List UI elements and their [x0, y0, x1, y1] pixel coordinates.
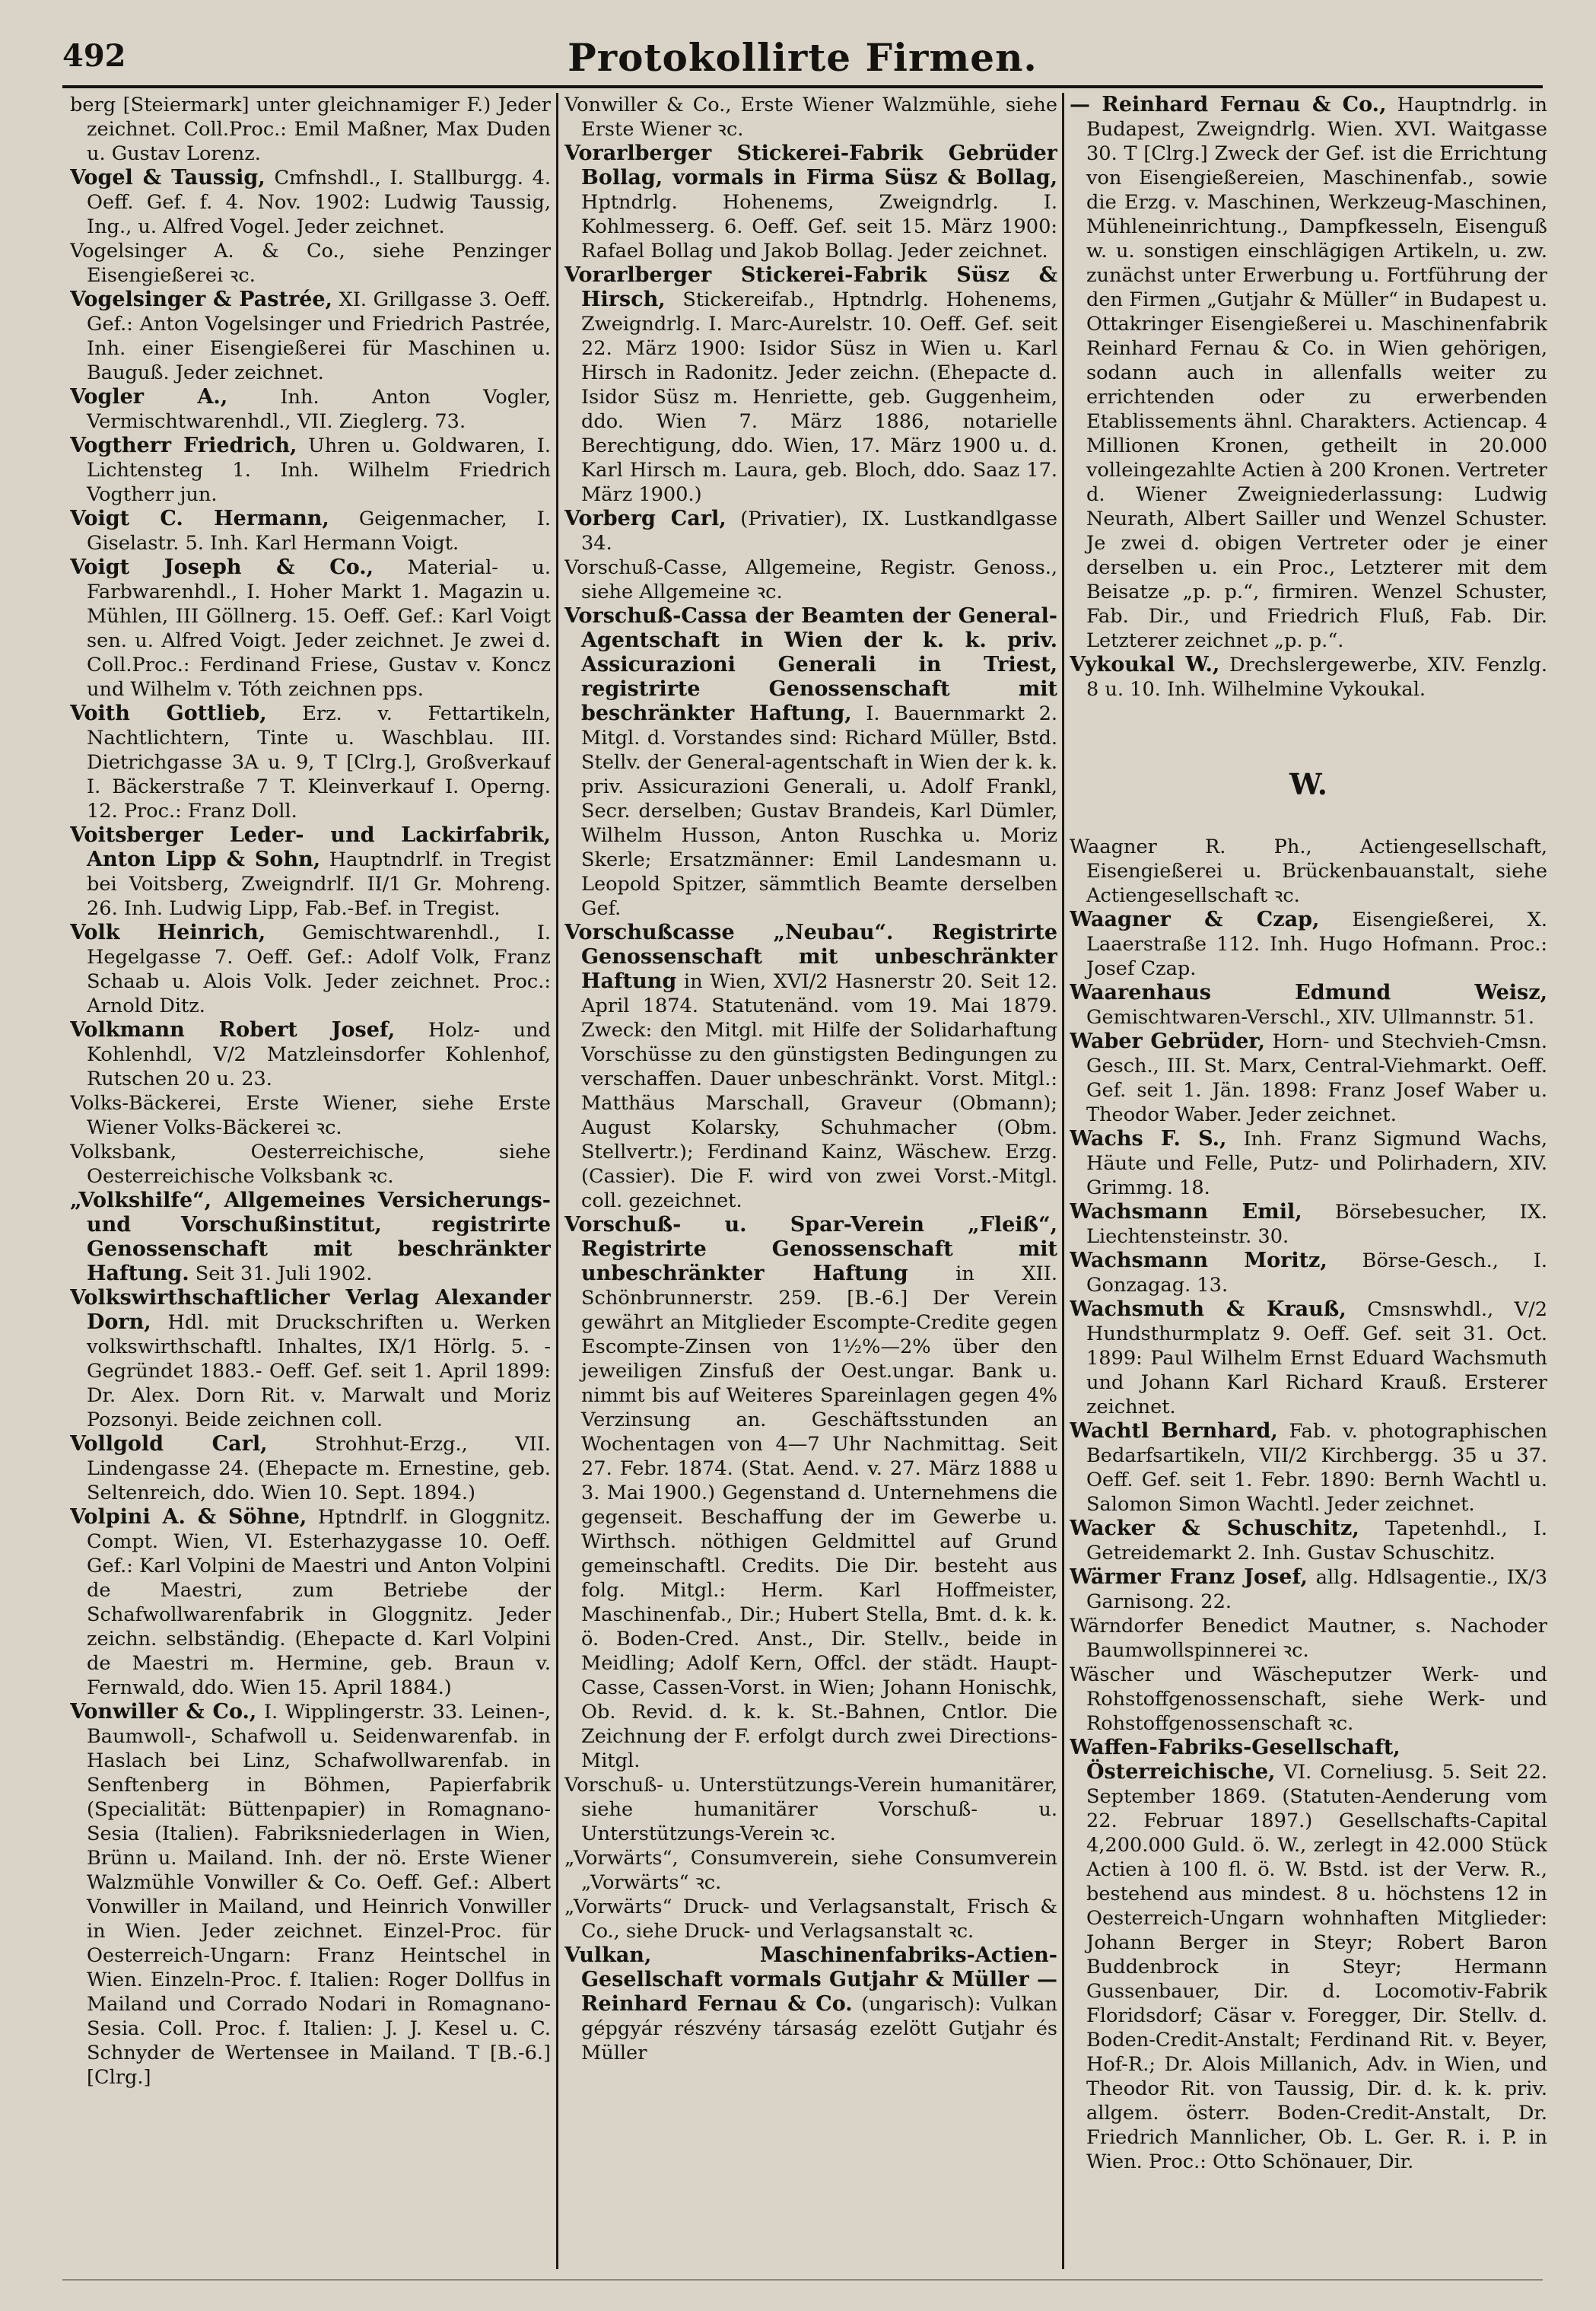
column-3 — [1070, 93, 1547, 2277]
entry-text: Börse-Gesch., I. Gonzagag. 13. — [1086, 1249, 1547, 1297]
entry-text: Hptndrlg. Hohenems, Zweigndrlg. I. Kohlmesserg. 6. Oeff. Gef. seit 15. März 1900: Rafael Bollag und Jakob Bollag. Jeder zeichnet. — [581, 191, 1057, 263]
entry-text: Wärndorfer Benedict Mautner, s. Nachoder Baumwollspinnerei ꝛc. — [1070, 1615, 1547, 1662]
directory-entry — [564, 921, 1057, 1213]
entry-firm-name: Voitsberger Leder- und Lackirfabrik, Anton Lipp & Sohn, — [70, 823, 551, 871]
column-3-bottom — [1070, 835, 1547, 2174]
entry-text: Börsebesucher, IX. Liechtensteinstr. 30. — [1086, 1201, 1547, 1248]
header-rule — [62, 85, 1543, 88]
entry-text: Seit 31. Juli 1902. — [189, 1262, 373, 1285]
page-header — [62, 29, 1543, 82]
directory-entry — [1070, 1030, 1547, 1127]
entry-text: Fab. v. photographischen Bedarfsartikeln, VII/2 Kirchbergg. 35 u 37. Oeff. Gef. seit 1. Febr. 1890: Bernh Wachtl u. Salomon Simon Wachtl. Jeder zeichnet. — [1086, 1420, 1547, 1516]
entry-firm-name: Voigt C. Hermann, — [70, 507, 329, 530]
column-separator — [1062, 93, 1064, 2269]
entry-firm-name: Wachs F. S., — [1070, 1127, 1227, 1151]
entry-text: Horn- und Stechvieh-Cmsn. Gesch., III. St. Marx, Central-Viehmarkt. Oeff. Gef. seit 1. Jän. 1898: Franz Josef Waber u. Theodor Waber. Jeder zeichnet. — [1086, 1030, 1547, 1126]
directory-entry — [70, 1286, 551, 1432]
directory-entry — [1070, 93, 1547, 653]
entry-text: Gemischtwarenhdl., I. Hegelgasse 7. Oeff. Gef.: Adolf Volk, Franz Schaab u. Alois Volk. Jeder zeichnet. Proc.: Arnold Ditz. — [87, 922, 551, 1017]
directory-entry — [564, 93, 1057, 142]
directory-entry — [1070, 1565, 1547, 1614]
entry-firm-name: Vogtherr Friedrich, — [70, 434, 297, 457]
directory-entry — [70, 434, 551, 507]
entry-text: Vogelsinger A. & Co., siehe Penzinger Eisengießerei ꝛc. — [70, 240, 551, 287]
entry-firm-name: Vorberg Carl, — [564, 507, 726, 530]
entry-text: VI. Corneliusg. 5. Seit 22. September 1869. (Statuten-Aenderung vom 22. Februar 1897.) Gesellschafts-Capital 4,200.000 Guld. ö. W., zerlegt in 42.000 Stück Actien à 100 fl. ö. W. Bstd. ist der Verw. R., bestehend aus mindest. 8 u. höchstens 12 in Oesterreich-Ungarn wohnhaften Mitglieder: Johann Berger in Steyr; Robert Baron Buddenbrock in Steyr; Hermann Gussenbauer, Dir. d. Locomotiv-Fabrik Floridsdorf; Cäsar v. Foregger, Dir. Stellv. d. Boden-Credit-Anstalt; Ferdinand Rit. v. Beyer, Hof-R.; Dr. Alois Millanich, Adv. in Wien, und Theodor Rit. von Taussig, Dir. d. k. k. priv. allgem. österr. Boden-Credit-Anstalt, Dr. Friedrich Mannlicher, Ob. L. Ger. R. i. P. in Wien. Proc.: Otto Schönauer, Dir. — [1086, 1761, 1547, 2173]
directory-entry — [1070, 653, 1547, 702]
entry-text: Hauptndrlg. in Budapest, Zweigndrlg. Wien. XVI. Waitgasse 30. T [Clrg.] Zweck der Gef. ist die Errichtung von Eisengießereien, Maschinenfab., sowie die Erzg. v. Maschinen, Werkzeug-Maschinen, Mühleneinrichtung., Dampfkesseln, Eisenguß w. u. sonstigen einschlägigen Artikeln, u. zw. zunächst unter Erwerbung u. Fortführung der den Firmen „Gutjahr & Müller“ in Budapest u. Ottakringer Eisengießerei u. Maschinenfabrik Reinhard Fernau & Co. in Wien gehörigen, sodann auch in allenfalls weiter zu errichtenden oder zu erwerbenden Etablissements ähnl. Charakters. Actiencap. 4 Millionen Kronen, getheilt in 20.000 volleingezahlte Actien à 200 Kronen. Vertreter d. Wiener Zweigniederlassung: Ludwig Neurath, Albert Sailler und Wenzel Schuster. Je zwei d. obigen Vertreter oder je einer derselben u. ein Proc., Letzterer mit dem Beisatze „p. p.“, firmiren. Wenzel Schuster, Fab. Dir., und Friedrich Fluß, Fab. Dir. Letzterer zeichnet „p. p.“. — [1086, 94, 1547, 652]
entry-firm-name: Waarenhaus Edmund Weisz, — [1070, 981, 1547, 1004]
entry-text: Holz- und Kohlenhdl, V/2 Matzleinsdorfer Kohlenhof, Rutschen 20 u. 23. — [87, 1019, 551, 1090]
entry-firm-name: Wachsmuth & Krauß, — [1070, 1297, 1346, 1321]
entry-text: XI. Grillgasse 3. Oeff. Gef.: Anton Vogelsinger und Friedrich Pastrée, Inh. einer Eisengießerei für Maschinen u. Bauguß. Jeder zeichnet. — [87, 288, 551, 384]
entry-text: Hptndrlf. in Gloggnitz. Compt. Wien, VI. Esterhazygasse 10. Oeff. Gef.: Karl Volpini de Maestri und Anton Volpini de Maestri, zum Betriebe der Schafwollwarenfabrik in Gloggnitz. Jeder zeichn. selbständig. (Ehepacte d. Karl Volpini de Maestri m. Hermine, geb. Braun v. Fernwald, ddo. Wien 15. April 1884.) — [87, 1506, 551, 1699]
page-number: 492 — [62, 38, 126, 74]
entry-firm-name: Wachsmann Moritz, — [1070, 1249, 1327, 1272]
page-title: Protokollirte Firmen. — [568, 35, 1038, 80]
entry-firm-name: Voith Gottlieb, — [70, 702, 267, 725]
entry-firm-name: „Volkshilfe“, Allgemeines Versicherungs- und Vorschußinstitut, registrirte Genossenschaft mit beschränkter Haftung. — [70, 1189, 551, 1285]
directory-entry — [70, 702, 551, 823]
directory-entry — [564, 604, 1057, 921]
entry-firm-name: Volkswirthschaftlicher Verlag Alexander Dorn, — [70, 1286, 551, 1334]
directory-entry — [70, 385, 551, 434]
entry-text: Hdl. mit Druckschriften u. Werken volkswirthschaftl. Inhaltes, IX/1 Hörlg. 5. -Gegründet 1883.- Oeff. Gef. seit 1. April 1899: Dr. Alex. Dorn Rit. v. Marwalt und Moriz Pozsonyi. Beide zeichnen coll. — [87, 1311, 551, 1431]
entry-firm-name: Vogler A., — [70, 385, 228, 409]
entry-firm-name: Wärmer Franz Josef, — [1070, 1565, 1308, 1589]
directory-entry — [1070, 1663, 1547, 1736]
entry-firm-name: Vonwiller & Co., — [70, 1700, 257, 1724]
entry-text: Strohhut-Erzg., VII. Lindengasse 24. (Ehepacte m. Ernestine, geb. Seltenreich, ddo. Wien 10. Sept. 1894.) — [87, 1433, 551, 1504]
directory-entry — [70, 823, 551, 921]
entry-text: Waagner R. Ph., Actiengesellschaft, Eisengießerei u. Brückenbauanstalt, siehe Actiengesellschaft ꝛc. — [1070, 836, 1547, 907]
entry-firm-name: Vogel & Taussig, — [70, 166, 265, 189]
directory-entry — [70, 239, 551, 288]
entry-firm-name: Voigt Joseph & Co., — [70, 555, 374, 579]
entry-firm-name: Vykoukal W., — [1070, 653, 1220, 676]
entry-text: I. Bauernmarkt 2. Mitgl. d. Vorstandes sind: Richard Müller, Bstd. Stellv. der General-agentschaft in Wien der k. k. priv. Assicurazioni Generali, u. Adolf Frankl, Secr. derselben; Gustav Brandeis, Karl Dümler, Wilhelm Husson, Anton Ruschka u. Moriz Skerle; Ersatzmänner: Emil Landesmann u. Leopold Spitzer, sämmtlich Beamte derselben Gef. — [581, 702, 1057, 920]
column-separator — [556, 93, 558, 2269]
directory-entry — [70, 166, 551, 239]
directory-entry — [564, 263, 1057, 507]
entry-firm-name: Vorschuß-Cassa der Beamten der General-Agentschaft in Wien der k. k. priv. Assicurazioni Generali in Triest, registrirte Genossenschaft mit beschränkter Haftung, — [564, 604, 1057, 725]
entry-text: Eisengießerei, X. Laaerstraße 112. Inh. Hugo Hofmann. Proc.: Josef Czap. — [1086, 909, 1547, 980]
entry-text: Vorschuß-Casse, Allgemeine, Registr. Genoss., siehe Allgemeine ꝛc. — [564, 556, 1057, 603]
directory-entry — [70, 93, 551, 166]
entry-firm-name: Wacker & Schuschitz, — [1070, 1517, 1359, 1540]
directory-entry — [1070, 1297, 1547, 1419]
entry-text: Drechslergewerbe, XIV. Fenzlg. 8 u. 10. Inh. Wilhelmine Vykoukal. — [1086, 654, 1547, 701]
directory-entry — [70, 555, 551, 702]
entry-text: in XII. Schönbrunnerstr. 259. [B.-6.] Der Verein gewährt an Mitglieder Escompte-Credite gegen Escompte-Zinsen von 1½%—2% über den jeweiligen Zinsfuß der Oest.ungar. Bank u. nimmt bis auf Weiteres Spareinlagen gegen 4% Verzinsung an. Geschäftsstunden an Wochentagen von 4—7 Uhr Nachmittag. Seit 27. Febr. 1874. (Stat. Aend. v. 27. März 1888 u 3. Mai 1900.) Gegenstand d. Unternehmens die gegenseit. Beschaffung der im Gewerbe u. Wirthsch. nöthigen Geldmittel auf Grund gemeinschaftl. Credits. Die Dir. besteht aus folg. Mitgl.: Herm. Karl Hoffmeister, Maschinenfab., Dir.; Hubert Stella, Bmt. d. k. k. ö. Boden-Cred. Anst., Dir. Stellv., beide in Meidling; Adolf Kern, Offcl. der städt. Haupt-Casse, Cassen-Vorst. in Wien; Johann Honischk, Ob. Revid. d. k. k. St.-Bahnen, Cntlor. Die Zeichnung der F. erfolgt durch zwei Directions-Mitgl. — [581, 1262, 1057, 1772]
entry-text: Inh. Franz Sigmund Wachs, Häute und Felle, Putz- und Polirhadern, XIV. Grimmg. 18. — [1086, 1128, 1547, 1199]
directory-entry — [564, 1895, 1057, 1943]
column-3-top — [1070, 93, 1547, 702]
entry-firm-name: Vorschußcasse „Neubau“. Registrirte Genossenschaft mit unbeschränkter Haftung — [564, 921, 1057, 993]
directory-entry — [70, 1700, 551, 2090]
directory-entry — [70, 1432, 551, 1505]
directory-entry — [1070, 835, 1547, 908]
directory-entry — [70, 288, 551, 385]
directory-entry — [70, 507, 551, 555]
entry-text: Inh. Anton Vogler, Vermischtwarenhdl., VII. Zieglerg. 73. — [87, 386, 551, 433]
directory-entry — [1070, 1200, 1547, 1249]
entry-firm-name: — Reinhard Fernau & Co., — [1070, 93, 1387, 116]
entry-firm-name: Volkmann Robert Josef, — [70, 1018, 396, 1042]
entry-text: Hauptndrlf. in Tregist bei Voitsberg, Zweigndrlf. II/1 Gr. Mohreng. 26. Inh. Ludwig Lipp, Fab.-Bef. in Tregist. — [87, 848, 551, 920]
directory-entry — [1070, 1127, 1547, 1200]
entry-text: Gemischtwaren-Verschl., XIV. Ullmannstr. 51. — [1086, 1006, 1535, 1029]
column-1 — [70, 93, 551, 2277]
entry-text: Vorschuß- u. Unterstützungs-Verein humanitärer, siehe humanitärer Vorschuß- u. Unterstützungs-Verein ꝛc. — [564, 1774, 1057, 1845]
entry-firm-name: Waagner & Czap, — [1070, 908, 1320, 931]
entry-text: Vonwiller & Co., Erste Wiener Walzmühle, siehe Erste Wiener ꝛc. — [564, 94, 1057, 141]
entry-firm-name: Waffen-Fabriks-Gesellschaft, Österreichische, — [1070, 1736, 1400, 1784]
entry-firm-name: Vollgold Carl, — [70, 1432, 268, 1456]
entry-firm-name: Vogelsinger & Pastrée, — [70, 288, 332, 311]
entry-text: Cmsnswhdl., V/2 Hundsthurmplatz 9. Oeff. Gef. seit 31. Oct. 1899: Paul Wilhelm Ernst Eduard Wachsmuth und Johann Karl Richard Krauß. Ersterer zeichnet. — [1086, 1298, 1547, 1418]
directory-entry — [564, 1213, 1057, 1773]
entry-text: in Wien, XVI/2 Hasnerstr 20. Seit 12. April 1874. Statutenänd. vom 19. Mai 1879. Zweck: den Mitgl. mit Hilfe der Solidarhaftung Vorschüsse zu den günstigsten Bedingungen zu verschaffen. Dauer unbeschränkt. Vorst. Mitgl.: Matthäus Marschall, Graveur (Obmann); August Kolarsky, Schuhmacher (Obm. Stellvertr.); Ferdinand Kainz, Wäschew. Erzg. (Cassier). Die F. wird von zwei Vorst.-Mitgl. coll. gezeichnet. — [581, 970, 1057, 1212]
directory-entry — [1070, 981, 1547, 1030]
entry-text: Cmfnshdl., I. Stallburgg. 4. Oeff. Gef. f. 4. Nov. 1902: Ludwig Taussig, Ing., u. Alfred Vogel. Jeder zeichnet. — [87, 167, 551, 238]
directory-entry — [1070, 1736, 1547, 2174]
directory-entry — [564, 555, 1057, 604]
entry-text: Material- u. Farbwarenhdl., I. Hoher Markt 1. Magazin u. Mühlen, III Göllnerg. 15. Oeff. Gef.: Karl Voigt sen. u. Alfred Voigt. Jeder zeichnet. Je zwei d. Coll.Proc.: Ferdinand Friese, Gustav v. Koncz und Wilhelm v. Tóth zeichnen pps. — [87, 556, 551, 701]
entry-firm-name: Vorschuß- u. Spar-Verein „Fleiß“, Registrirte Genossenschaft mit unbeschränkter Haftung — [564, 1213, 1057, 1285]
directory-entry — [564, 1846, 1057, 1895]
entry-firm-name: Vorarlberger Stickerei-Fabrik Süsz & Hirsch, — [564, 263, 1057, 311]
entry-firm-name: Volk Heinrich, — [70, 921, 266, 944]
entry-text: allg. Hdlsagentie., IX/3 Garnisong. 22. — [1086, 1566, 1547, 1613]
bottom-rule — [62, 2279, 1543, 2281]
entry-text: Volks-Bäckerei, Erste Wiener, siehe Erste Wiener Volks-Bäckerei ꝛc. — [70, 1092, 551, 1139]
entry-text: Erz. v. Fettartikeln, Nachtlichtern, Tinte u. Waschblau. III. Dietrichgasse 3A u. 9, T [Clrg.], Großverkauf I. Bäckerstraße 7 T. Kleinverkauf I. Operng. 12. Proc.: Franz Doll. — [87, 702, 551, 823]
directory-entry — [70, 1091, 551, 1140]
entry-text: berg [Steiermark] unter gleichnamiger F.) Jeder zeichnet. Coll.Proc.: Emil Maßner, Max Duden u. Gustav Lorenz. — [70, 94, 551, 165]
directory-entry — [1070, 908, 1547, 981]
entry-firm-name: Vulkan, Maschinenfabriks-Actien-Gesellschaft vormals Gutjahr & Müller — Reinhard Fernau & Co. — [564, 1943, 1057, 2016]
entry-firm-name: Waber Gebrüder, — [1070, 1030, 1266, 1053]
section-letter-heading: W. — [1289, 767, 1327, 801]
directory-entry — [564, 507, 1057, 555]
directory-entry — [70, 1140, 551, 1189]
entry-firm-name: Wachtl Bernhard, — [1070, 1419, 1278, 1443]
entry-firm-name: Wachsmann Emil, — [1070, 1200, 1302, 1224]
directory-entry — [70, 1018, 551, 1091]
entry-text: Geigenmacher, I. Giselastr. 5. Inh. Karl Hermann Voigt. — [87, 508, 551, 555]
entry-text: Tapetenhdl., I. Getreidemarkt 2. Inh. Gustav Schuschitz. — [1086, 1517, 1547, 1565]
entry-text: (Privatier), IX. Lustkandlgasse 34. — [581, 508, 1057, 555]
directory-entry — [1070, 1614, 1547, 1663]
directory-entry — [70, 1189, 551, 1286]
directory-entry — [564, 1943, 1057, 2065]
directory-entry — [70, 1505, 551, 1700]
entry-text: Volksbank, Oesterreichische, siehe Oesterreichische Volksbank ꝛc. — [70, 1141, 551, 1188]
entry-firm-name: Vorarlberger Stickerei-Fabrik Gebrüder Bollag, vormals in Firma Süsz & Bollag, — [564, 142, 1057, 189]
entry-text: „Vorwärts“ Druck- und Verlagsanstalt, Frisch & Co., siehe Druck- und Verlagsanstalt ꝛc. — [564, 1896, 1057, 1943]
directory-entry — [564, 1773, 1057, 1846]
entry-text: Uhren u. Goldwaren, I. Lichtensteg 1. Inh. Wilhelm Friedrich Vogtherr jun. — [87, 435, 551, 506]
entry-firm-name: Volpini A. & Söhne, — [70, 1505, 307, 1529]
directory-entry — [1070, 1517, 1547, 1565]
directory-entry — [1070, 1419, 1547, 1517]
entry-text: Stickereifab., Hptndrlg. Hohenems, Zweigndrlg. I. Marc-Aurelstr. 10. Oeff. Gef. seit 22. März 1900: Isidor Süsz in Wien u. Karl Hirsch in Radonitz. Jeder zeichn. (Ehepacte d. Isidor Süsz m. Henriette, geb. Guggenheim, ddo. Wien 7. März 1886, notarielle Berechtigung, ddo. Wien, 17. März 1900 u. d. Karl Hirsch m. Laura, geb. Bloch, ddo. Saaz 17. März 1900.) — [581, 288, 1057, 506]
directory-entry — [1070, 1249, 1547, 1297]
entry-text: „Vorwärts“, Consumverein, siehe Consumverein „Vorwärts“ ꝛc. — [564, 1847, 1057, 1894]
directory-entry — [70, 921, 551, 1018]
entry-text: Wäscher und Wäscheputzer Werk- und Rohstoffgenossenschaft, siehe Werk- und Rohstoffgenossenschaft ꝛc. — [1070, 1663, 1547, 1735]
entry-text: (ungarisch): Vulkan gépgyár részvény társaság ezelött Gutjahr és Müller — [581, 1993, 1057, 2064]
directory-entry — [564, 142, 1057, 263]
column-2 — [564, 93, 1057, 2277]
entry-text: I. Wipplingerstr. 33. Leinen-, Baumwoll-, Schafwoll u. Seidenwarenfab. in Haslach bei Linz, Schafwollwarenfab. in Senftenberg in Böhmen, Papierfabrik (Specialität: Büttenpapier) in Romagnano-Sesia (Italien). Fabriksniederlagen in Wien, Brünn u. Mailand. Inh. der nö. Erste Wiener Walzmühle Vonwiller & Co. Oeff. Gef.: Albert Vonwiller in Mailand, und Heinrich Vonwiller in Wien. Jeder zeichnet. Einzel-Proc. für Oesterreich-Ungarn: Franz Heintschel in Wien. Einzeln-Proc. f. Italien: Roger Dollfus in Mailand und Corrado Nodari in Romagnano-Sesia. Coll. Proc. f. Italien: J. J. Kesel u. C. Schnyder de Wertensee in Mailand. T [B.-6.] [Clrg.] — [87, 1701, 551, 2089]
